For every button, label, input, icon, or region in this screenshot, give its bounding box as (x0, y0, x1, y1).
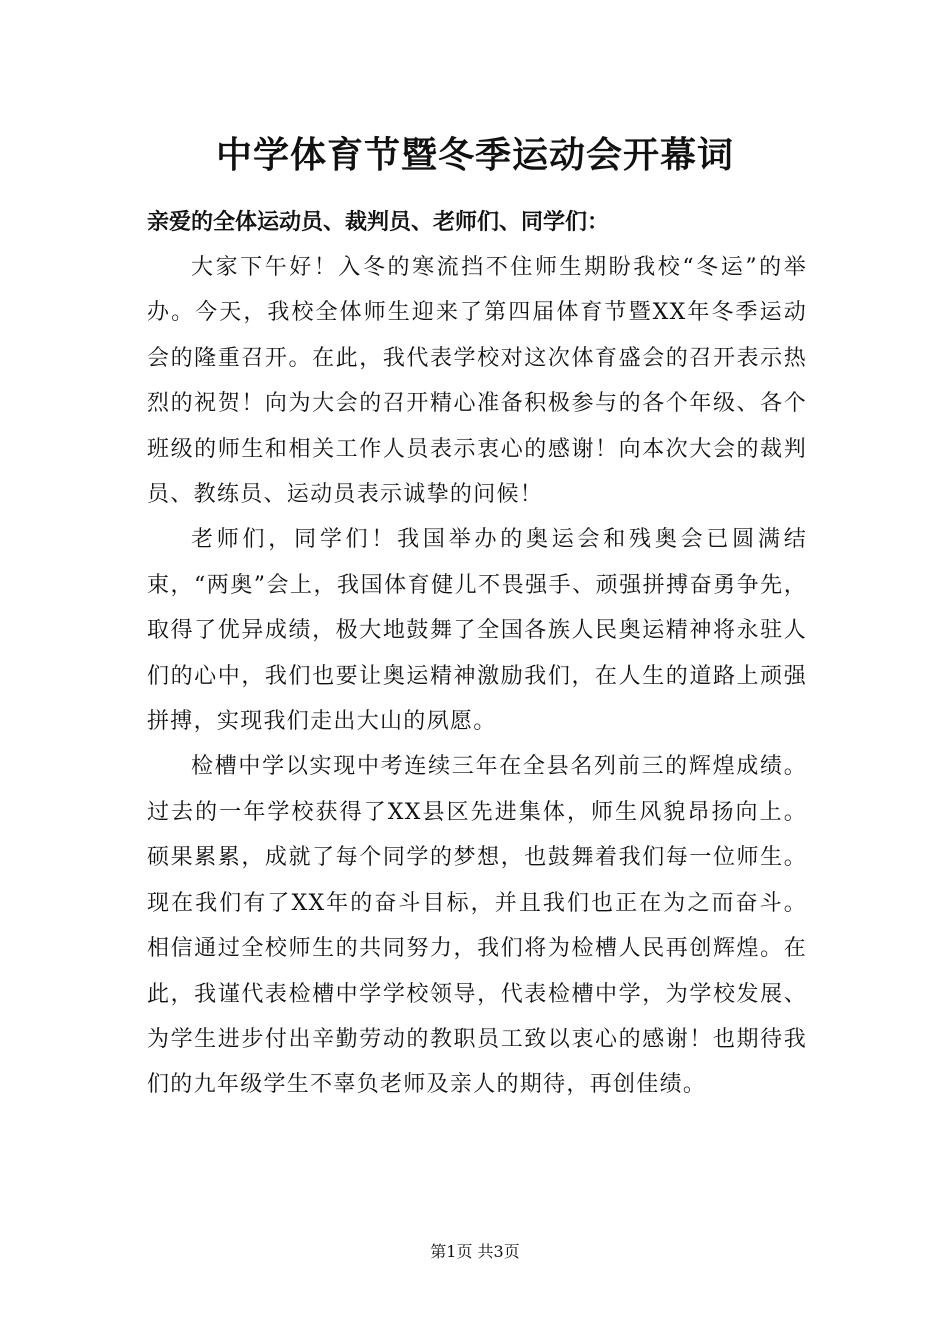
paragraph: 大家下午好！入冬的寒流挡不住师生期盼我校“冬运”的举办。今天，我校全体师生迎来了第四届体育节暨XX年冬季运动会的隆重召开。在此，我代表学校对这次体育盛会的召开表示热烈的祝贺！向为大会的召开精心准备积极参与的各个年级、各个班级的师生和相关工作人员表示衷心的感谢！向本次大会的裁判员、教练员、运动员表示诚挚的问候！ (147, 255, 807, 508)
document-body (147, 245, 807, 1108)
paragraph: 检槽中学以实现中考连续三年在全县名列前三的辉煌成绩。过去的一年学校获得了XX县区先进集体，师生风貌昂扬向上。硕果累累，成就了每个同学的梦想，也鼓舞着我们每一位师生。现在我们有了XX年的奋斗目标，并且我们也正在为之而奋斗。相信通过全校师生的共同努力，我们将为检槽人民再创辉煌。在此，我谨代表检槽中学学校领导，代表检槽中学，为学校发展、为学生进步付出辛勤劳动的教职员工致以衷心的感谢！也期待我们的九年级学生不辜负老师及亲人的期待，再创佳绩。 (147, 754, 807, 1098)
salutation: 亲爱的全体运动员、裁判员、老师们、同学们： (147, 210, 610, 235)
paragraph: 老师们，同学们！我国举办的奥运会和残奥会已圆满结束，“两奥”会上，我国体育健儿不畏强手、顽强拼搏奋勇争先，取得了优异成绩，极大地鼓舞了全国各族人民奥运精神将永驻人们的心中，我们也要让奥运精神激励我们，在人生的道路上顽强拼搏，实现我们走出大山的夙愿。 (147, 527, 807, 735)
page-indicator: 第1页 共3页 (430, 1242, 520, 1261)
document-title: 中学体育节暨冬季运动会开幕词 (215, 135, 734, 176)
page-footer (0, 1240, 950, 1264)
